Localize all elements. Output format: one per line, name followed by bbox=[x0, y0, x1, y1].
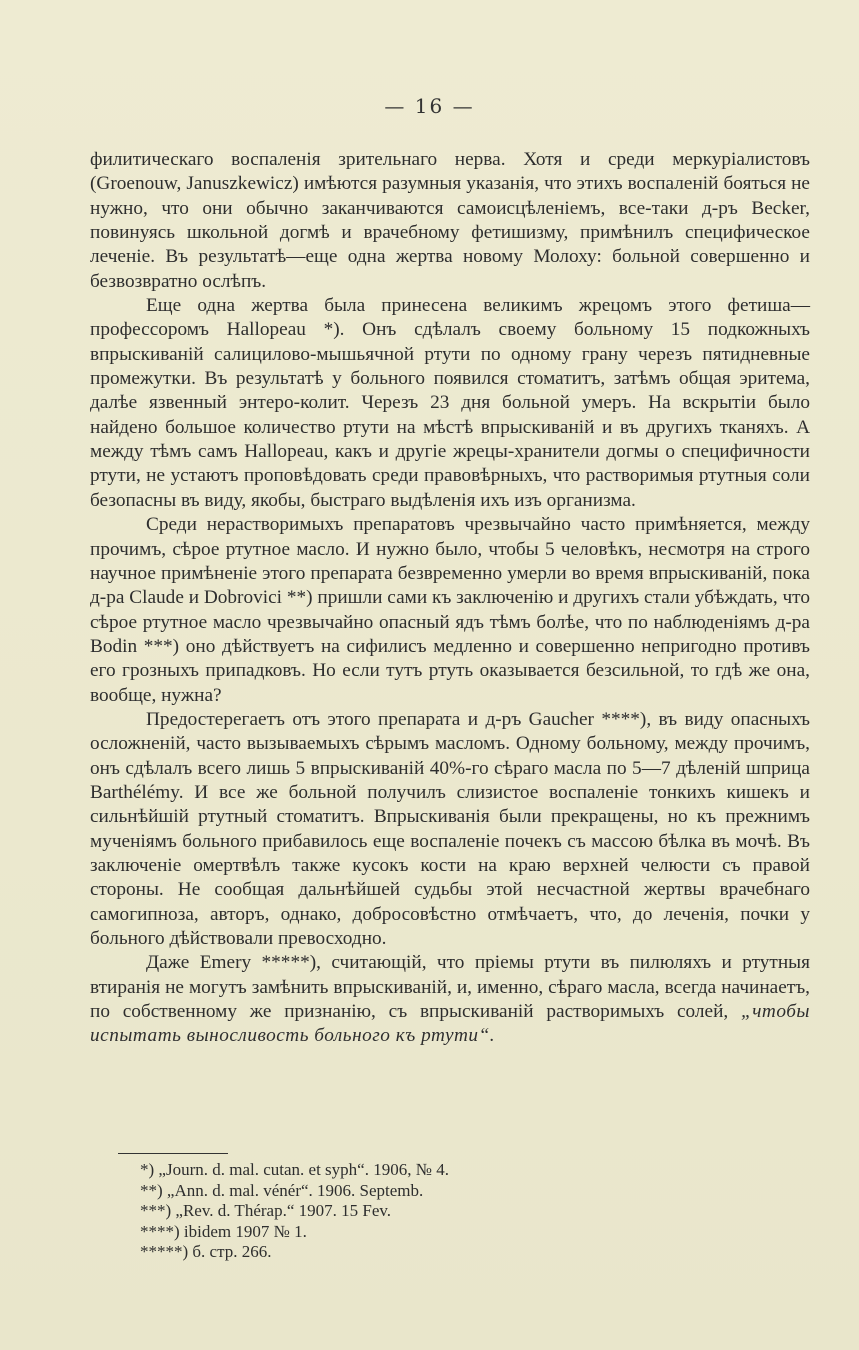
footnote-divider bbox=[118, 1153, 228, 1154]
paragraph-5 bbox=[90, 951, 810, 1048]
paragraph-4: Предостерегаетъ отъ этого препарата и д-ръ Gaucher ****), въ виду опасныхъ осложненій, часто вызываемыхъ сѣрымъ масломъ. Одному больному, между прочимъ, онъ сдѣлалъ всего лишь 5 впрыскиваній 40%-го сѣраго масла по 5—7 дѣленій шприца Barthélémy. И все же больной получилъ слизистое воспаленіе тонкихъ кишекъ и сильнѣйшій ртутный стоматитъ. Впрыскиванія были прекращены, но къ прежнимъ мученіямъ больного прибавилось еще воспаленіе почекъ съ массою бѣлка въ мочѣ. Въ заключеніе омертвѣлъ также кусокъ кости на краю верхней челюсти съ правой стороны. Не сообщая дальнѣйшей судьбы этой несчастной жертвы врачебнаго самогипноза, авторъ, однако, добросовѣстно отмѣчаетъ, что, до леченія, почки у больного дѣйствовали превосходно. bbox=[90, 708, 810, 949]
italic-quote: „чтобы испытать выносливость больного къ ртути“. bbox=[90, 1001, 810, 1047]
footnote-3: ***) „Rev. d. Thérap.“ 1907. 15 Fev. bbox=[140, 1201, 392, 1220]
footnote-1: *) „Journ. d. mal. cutan. et syph“. 1906, № 4. bbox=[140, 1160, 449, 1179]
page-number: — 16 — bbox=[384, 94, 475, 118]
paragraph-1: филитическаго воспаленія зрительнаго нерва. Хотя и среди меркуріалистовъ (Groenouw, Januszkewicz) имѣются разумныя указанія, что этихъ воспаленій бояться не нужно, что они обычно заканчиваются самоисцѣленіемъ, все-таки д-ръ Becker, повинуясь школьной догмѣ и врачебному фетишизму, примѣнилъ специфическое леченіе. Въ результатѣ—еще одна жертва новому Молоху: больной совершенно и безвозвратно ослѣпъ. bbox=[90, 149, 810, 292]
paragraph-5-text: Даже Emery *****), считающій, что пріемы ртути въ пилюляхъ и ртутныя втиранія не могутъ замѣнить впрыскиваній, и, именно, сѣраго масла, всегда начинаетъ, по собственному же признанію, съ впрыскиваній растворимыхъ солей, bbox=[90, 952, 810, 1023]
paragraph-2: Еще одна жертва была принесена великимъ жрецомъ этого фетиша—профессоромъ Hallopeau *). Онъ сдѣлалъ своему больному 15 подкожныхъ впрыскиваній салицилово-мышьячной ртути по одному грану черезъ пятидневные промежутки. Въ результатѣ у больного появился стоматитъ, затѣмъ общая эритема, далѣе язвенный энтеро-колит. Черезъ 23 дня больной умеръ. На вскрытіи было найдено большое количество ртути на мѣстѣ впрыскиваній и въ другихъ тканяхъ. А между тѣмъ самъ Hallopeau, какъ и другіе жрецы-хранители догмы о специфичности ртути, не устаютъ проповѣдовать среди правовѣрныхъ, что растворимыя ртутныя соли безопасны въ виду, якобы, быстраго выдѣленія ихъ изъ организма. bbox=[90, 295, 810, 511]
main-text bbox=[90, 148, 810, 1049]
footnote-5: *****) б. стр. 266. bbox=[140, 1242, 272, 1261]
footnote-4: ****) ibidem 1907 № 1. bbox=[140, 1221, 307, 1241]
paragraph-3: Среди нерастворимыхъ препаратовъ чрезвычайно часто примѣняется, между прочимъ, сѣрое ртутное масло. И нужно было, чтобы 5 человѣкъ, несмотря на строго научное примѣненіе этого препарата безвременно умерли во время впрыскиваній, пока д-ра Claude и Dobrovici **) пришли сами къ заключенію и другихъ стали убѣждать, что сѣрое ртутное масло чрезвычайно опасный ядъ тѣмъ болѣе, что по наблюденіямъ д-ра Bodin ***) оно дѣйствуетъ на сифилисъ медленно и совершенно непригодно противъ его грозныхъ припадковъ. Но если тутъ ртуть оказывается безсильной, то гдѣ же она, вообще, нужна? bbox=[90, 514, 810, 706]
footnote-2: **) „Ann. d. mal. vénér“. 1906. Septemb. bbox=[140, 1180, 424, 1200]
footnotes bbox=[140, 1160, 740, 1263]
